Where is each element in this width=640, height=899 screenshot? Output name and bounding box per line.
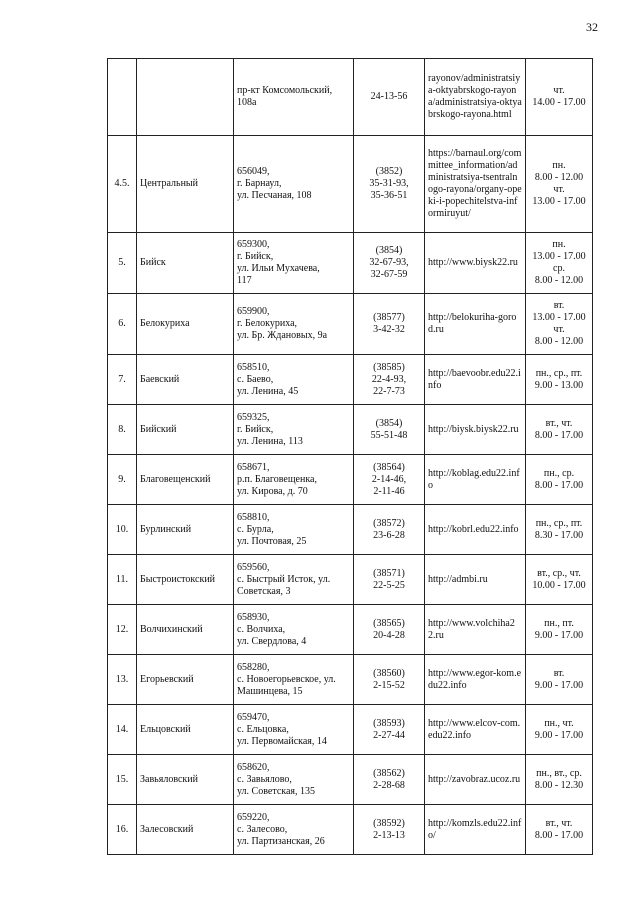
reception-hours: пн., пт. 9.00 - 17.00 bbox=[526, 605, 593, 655]
row-number: 7. bbox=[108, 355, 137, 405]
postal-address: 658930, с. Волчиха, ул. Свердлова, 4 bbox=[234, 605, 354, 655]
district-name: Бурлинский bbox=[137, 505, 234, 555]
phone-numbers: (38577) 3-42-32 bbox=[354, 294, 425, 355]
reception-hours: вт., ср., чт. 10.00 - 17.00 bbox=[526, 555, 593, 605]
postal-address: 656049, г. Барнаул, ул. Песчаная, 108 bbox=[234, 136, 354, 233]
reception-hours: вт., чт. 8.00 - 17.00 bbox=[526, 805, 593, 855]
phone-numbers: (3852) 35-31-93, 35-36-51 bbox=[354, 136, 425, 233]
postal-address: 658671, р.п. Благовещенка, ул. Кирова, д. 70 bbox=[234, 455, 354, 505]
table-row bbox=[108, 59, 593, 136]
reception-hours: пн., чт. 9.00 - 17.00 bbox=[526, 705, 593, 755]
phone-numbers: (38592) 2-13-13 bbox=[354, 805, 425, 855]
district-name: Егорьевский bbox=[137, 655, 234, 705]
website-link[interactable]: http://www.egor-kom.edu22.info bbox=[425, 655, 526, 705]
guardianship-offices-table bbox=[107, 58, 593, 855]
row-number: 12. bbox=[108, 605, 137, 655]
row-number: 15. bbox=[108, 755, 137, 805]
row-number: 13. bbox=[108, 655, 137, 705]
table-row bbox=[108, 805, 593, 855]
table-row bbox=[108, 405, 593, 455]
table-row bbox=[108, 555, 593, 605]
reception-hours: пн., ср. 8.00 - 17.00 bbox=[526, 455, 593, 505]
website-link[interactable]: http://komzls.edu22.info/ bbox=[425, 805, 526, 855]
row-number: 11. bbox=[108, 555, 137, 605]
row-number: 5. bbox=[108, 233, 137, 294]
row-number: 6. bbox=[108, 294, 137, 355]
postal-address: 658280, с. Новоегорьевское, ул. Машинцева, 15 bbox=[234, 655, 354, 705]
district-name: Баевский bbox=[137, 355, 234, 405]
website-link[interactable]: http://www.volchiha22.ru bbox=[425, 605, 526, 655]
website-link[interactable]: https://barnaul.org/committee_information/administratsiya-tsentralnogo-rayona/organy-opeki-i-popechitelstva-informiruyut/ bbox=[425, 136, 526, 233]
reception-hours: вт. 9.00 - 17.00 bbox=[526, 655, 593, 705]
phone-numbers: (3854) 32-67-93, 32-67-59 bbox=[354, 233, 425, 294]
district-name: Завьяловский bbox=[137, 755, 234, 805]
row-number: 8. bbox=[108, 405, 137, 455]
website-link[interactable]: http://www.elcov-com.edu22.info bbox=[425, 705, 526, 755]
table-row bbox=[108, 136, 593, 233]
website-link[interactable]: http://belokuriha-gorod.ru bbox=[425, 294, 526, 355]
reception-hours: пн., ср., пт. 9.00 - 13.00 bbox=[526, 355, 593, 405]
phone-numbers: (38564) 2-14-46, 2-11-46 bbox=[354, 455, 425, 505]
postal-address: 659900, г. Белокуриха, ул. Бр. Ждановых, 9а bbox=[234, 294, 354, 355]
postal-address: 659300, г. Бийск, ул. Ильи Мухачева, 117 bbox=[234, 233, 354, 294]
table-row bbox=[108, 705, 593, 755]
website-link[interactable]: http://biysk.biysk22.ru bbox=[425, 405, 526, 455]
district-name: Благовещенский bbox=[137, 455, 234, 505]
district-name: Белокуриха bbox=[137, 294, 234, 355]
phone-numbers: (38585) 22-4-93, 22-7-73 bbox=[354, 355, 425, 405]
reception-hours: пн., вт., ср. 8.00 - 12.30 bbox=[526, 755, 593, 805]
row-number bbox=[108, 59, 137, 136]
table-row bbox=[108, 655, 593, 705]
district-name: Центральный bbox=[137, 136, 234, 233]
district-name: Залесовский bbox=[137, 805, 234, 855]
website-link[interactable]: http://koblag.edu22.info bbox=[425, 455, 526, 505]
website-link[interactable]: http://kobrl.edu22.info bbox=[425, 505, 526, 555]
table-row bbox=[108, 233, 593, 294]
postal-address: 659560, с. Быстрый Исток, ул. Советская, 3 bbox=[234, 555, 354, 605]
postal-address: пр-кт Комсомольский, 108а bbox=[234, 59, 354, 136]
phone-numbers: (38572) 23-6-28 bbox=[354, 505, 425, 555]
postal-address: 658620, с. Завьялово, ул. Советская, 135 bbox=[234, 755, 354, 805]
reception-hours: пн., ср., пт. 8.30 - 17.00 bbox=[526, 505, 593, 555]
district-name: Быстроистокский bbox=[137, 555, 234, 605]
postal-address: 658510, с. Баево, ул. Ленина, 45 bbox=[234, 355, 354, 405]
page-number: 32 bbox=[586, 20, 598, 34]
reception-hours: вт., чт. 8.00 - 17.00 bbox=[526, 405, 593, 455]
row-number: 14. bbox=[108, 705, 137, 755]
phone-numbers: (38571) 22-5-25 bbox=[354, 555, 425, 605]
postal-address: 658810, с. Бурла, ул. Почтовая, 25 bbox=[234, 505, 354, 555]
table-row bbox=[108, 294, 593, 355]
row-number: 4.5. bbox=[108, 136, 137, 233]
postal-address: 659470, с. Ельцовка, ул. Первомайская, 14 bbox=[234, 705, 354, 755]
phone-numbers: (38565) 20-4-28 bbox=[354, 605, 425, 655]
row-number: 10. bbox=[108, 505, 137, 555]
district-name: Ельцовский bbox=[137, 705, 234, 755]
district-name: Волчихинский bbox=[137, 605, 234, 655]
district-name: Бийск bbox=[137, 233, 234, 294]
phone-numbers: (3854) 55-51-48 bbox=[354, 405, 425, 455]
table-row bbox=[108, 355, 593, 405]
website-link[interactable]: http://baevoobr.edu22.info bbox=[425, 355, 526, 405]
phone-numbers: (38560) 2-15-52 bbox=[354, 655, 425, 705]
district-name bbox=[137, 59, 234, 136]
reception-hours: пн. 8.00 - 12.00 чт. 13.00 - 17.00 bbox=[526, 136, 593, 233]
phone-numbers: (38593) 2-27-44 bbox=[354, 705, 425, 755]
row-number: 16. bbox=[108, 805, 137, 855]
table-body bbox=[108, 59, 593, 855]
phone-numbers: (38562) 2-28-68 bbox=[354, 755, 425, 805]
district-name: Бийский bbox=[137, 405, 234, 455]
reception-hours: вт. 13.00 - 17.00 чт. 8.00 - 12.00 bbox=[526, 294, 593, 355]
row-number: 9. bbox=[108, 455, 137, 505]
postal-address: 659220, с. Залесово, ул. Партизанская, 26 bbox=[234, 805, 354, 855]
postal-address: 659325, г. Бийск, ул. Ленина, 113 bbox=[234, 405, 354, 455]
table-row bbox=[108, 455, 593, 505]
table-row bbox=[108, 505, 593, 555]
reception-hours: чт. 14.00 - 17.00 bbox=[526, 59, 593, 136]
website-link[interactable]: rayonov/administratsiya-oktyabrskogo-rayona/administratsiya-oktyabrskogo-rayona.html bbox=[425, 59, 526, 136]
table-row bbox=[108, 605, 593, 655]
website-link[interactable]: http://zavobraz.ucoz.ru bbox=[425, 755, 526, 805]
phone-numbers: 24-13-56 bbox=[354, 59, 425, 136]
website-link[interactable]: http://www.biysk22.ru bbox=[425, 233, 526, 294]
reception-hours: пн. 13.00 - 17.00 ср. 8.00 - 12.00 bbox=[526, 233, 593, 294]
table-row bbox=[108, 755, 593, 805]
website-link[interactable]: http://admbi.ru bbox=[425, 555, 526, 605]
